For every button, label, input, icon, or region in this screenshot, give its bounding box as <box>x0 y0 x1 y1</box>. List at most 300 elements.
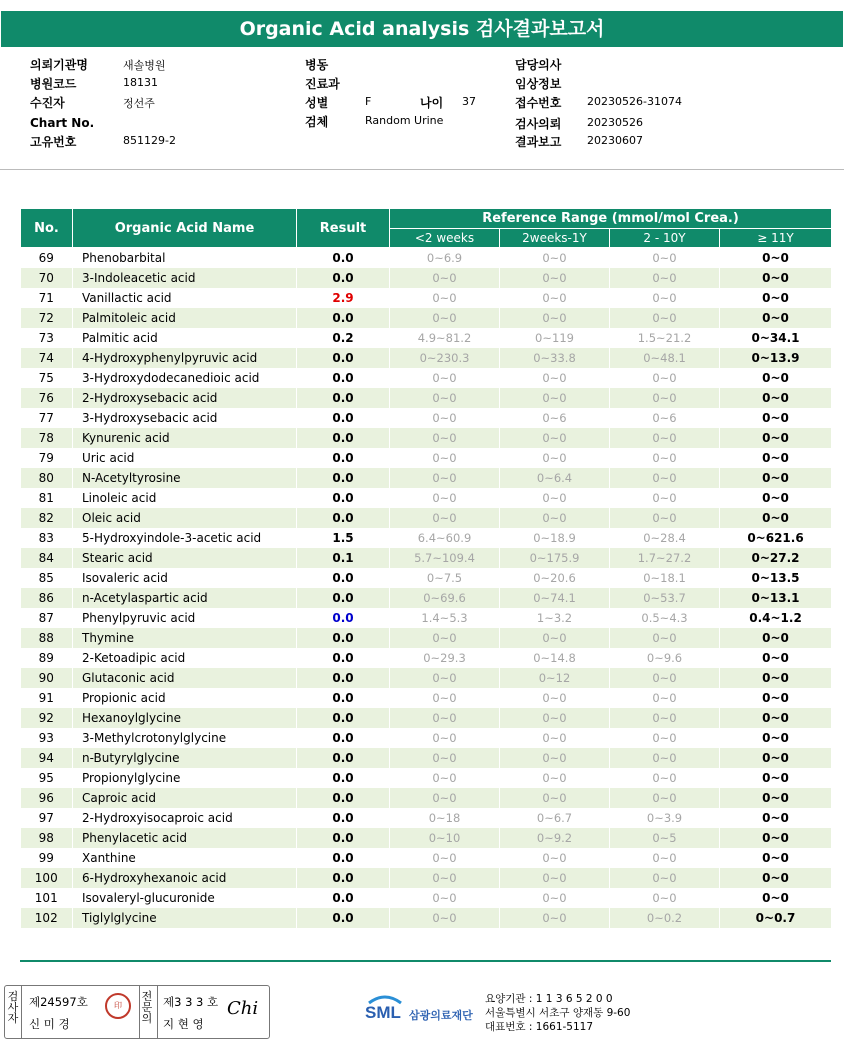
table-row <box>21 488 832 508</box>
row-ref-2weeks-1y: 0~0 <box>500 248 610 269</box>
row-ref-2weeks-1y: 0~0 <box>500 268 610 288</box>
col-result-header: Result <box>297 209 390 248</box>
row-ref-2-10y: 0~18.1 <box>610 568 720 588</box>
unique-no-label: 고유번호 <box>30 135 77 149</box>
row-no: 94 <box>21 748 73 768</box>
row-ref-2weeks-1y: 0~12 <box>500 668 610 688</box>
row-ref-under-2weeks: 0~0 <box>390 788 500 808</box>
row-no: 78 <box>21 428 73 448</box>
row-result: 0.0 <box>297 668 390 688</box>
col-name-header: Organic Acid Name <box>73 209 297 248</box>
row-result: 0.0 <box>297 628 390 648</box>
row-ref-2-10y: 0~0 <box>610 768 720 788</box>
row-ref-2weeks-1y: 0~14.8 <box>500 648 610 668</box>
row-ref-2-10y: 0~0 <box>610 248 720 269</box>
row-result: 0.0 <box>297 848 390 868</box>
row-result: 0.0 <box>297 268 390 288</box>
table-bottom-rule <box>20 960 831 962</box>
row-ref-under-2weeks: 0~0 <box>390 728 500 748</box>
row-result: 0.0 <box>297 788 390 808</box>
row-ref-11y-plus: 0~0 <box>720 708 832 728</box>
row-result: 2.9 <box>297 288 390 308</box>
row-ref-under-2weeks: 0~0 <box>390 908 500 928</box>
row-name: 2-Hydroxysebacic acid <box>73 388 297 408</box>
row-ref-2weeks-1y: 0~0 <box>500 888 610 908</box>
row-ref-2-10y: 0~0 <box>610 628 720 648</box>
row-ref-2weeks-1y: 0~0 <box>500 428 610 448</box>
row-ref-under-2weeks: 0~29.3 <box>390 648 500 668</box>
hospital-code-label: 병원코드 <box>30 77 77 91</box>
row-ref-2-10y: 0~0.2 <box>610 908 720 928</box>
row-ref-2weeks-1y: 0~0 <box>500 308 610 328</box>
phone: 대표번호 : 1661-5117 <box>485 1021 594 1033</box>
row-ref-11y-plus: 0.4~1.2 <box>720 608 832 628</box>
table-row <box>21 528 832 548</box>
row-ref-under-2weeks: 1.4~5.3 <box>390 608 500 628</box>
row-ref-11y-plus: 0~0 <box>720 308 832 328</box>
table-row <box>21 608 832 628</box>
table-row <box>21 308 832 328</box>
row-result: 0.0 <box>297 708 390 728</box>
row-ref-under-2weeks: 0~0 <box>390 768 500 788</box>
table-row <box>21 588 832 608</box>
row-ref-2weeks-1y: 0~33.8 <box>500 348 610 368</box>
row-no: 84 <box>21 548 73 568</box>
row-ref-2weeks-1y: 0~0 <box>500 488 610 508</box>
clinical-label: 임상정보 <box>515 77 562 91</box>
row-ref-2weeks-1y: 0~20.6 <box>500 568 610 588</box>
row-name: Isovaleric acid <box>73 568 297 588</box>
row-ref-11y-plus: 0~0 <box>720 268 832 288</box>
row-name: Stearic acid <box>73 548 297 568</box>
row-name: Kynurenic acid <box>73 428 297 448</box>
row-no: 100 <box>21 868 73 888</box>
row-ref-11y-plus: 0~0 <box>720 488 832 508</box>
row-result: 0.0 <box>297 808 390 828</box>
row-no: 90 <box>21 668 73 688</box>
ref-sub-header: <2 weeks <box>390 229 500 248</box>
row-name: 3-Hydroxydodecanedioic acid <box>73 368 297 388</box>
row-no: 75 <box>21 368 73 388</box>
row-ref-11y-plus: 0~0 <box>720 788 832 808</box>
row-name: Uric acid <box>73 448 297 468</box>
report-date-label: 결과보고 <box>515 135 562 149</box>
row-no: 74 <box>21 348 73 368</box>
row-ref-2-10y: 0~6 <box>610 408 720 428</box>
table-row <box>21 248 832 269</box>
row-ref-2-10y: 0~0 <box>610 508 720 528</box>
row-no: 70 <box>21 268 73 288</box>
row-ref-2-10y: 0~0 <box>610 308 720 328</box>
row-no: 72 <box>21 308 73 328</box>
row-ref-under-2weeks: 0~10 <box>390 828 500 848</box>
row-name: Propionylglycine <box>73 768 297 788</box>
row-ref-2-10y: 0~0 <box>610 788 720 808</box>
row-ref-11y-plus: 0~0 <box>720 648 832 668</box>
row-name: Palmitoleic acid <box>73 308 297 328</box>
table-row <box>21 408 832 428</box>
table-row <box>21 668 832 688</box>
row-ref-under-2weeks: 0~0 <box>390 428 500 448</box>
row-no: 101 <box>21 888 73 908</box>
seal-stamp: 印 <box>105 993 131 1019</box>
row-ref-under-2weeks: 4.9~81.2 <box>390 328 500 348</box>
results-body <box>21 248 832 929</box>
row-no: 79 <box>21 448 73 468</box>
patient-info <box>0 54 844 168</box>
row-ref-2-10y: 0~0 <box>610 388 720 408</box>
row-ref-2weeks-1y: 0~0 <box>500 368 610 388</box>
table-row <box>21 448 832 468</box>
row-result: 0.0 <box>297 688 390 708</box>
row-ref-2-10y: 0~0 <box>610 668 720 688</box>
row-ref-under-2weeks: 0~6.9 <box>390 248 500 269</box>
table-row <box>21 388 832 408</box>
row-name: Glutaconic acid <box>73 668 297 688</box>
row-ref-2weeks-1y: 0~6 <box>500 408 610 428</box>
row-ref-under-2weeks: 0~0 <box>390 288 500 308</box>
row-ref-under-2weeks: 5.7~109.4 <box>390 548 500 568</box>
row-ref-2-10y: 0~0 <box>610 268 720 288</box>
row-result: 0.0 <box>297 868 390 888</box>
table-row <box>21 288 832 308</box>
row-ref-2-10y: 0~0 <box>610 848 720 868</box>
row-no: 88 <box>21 628 73 648</box>
table-row <box>21 708 832 728</box>
row-ref-11y-plus: 0~0 <box>720 428 832 448</box>
row-ref-2weeks-1y: 0~0 <box>500 288 610 308</box>
row-ref-2-10y: 0~0 <box>610 468 720 488</box>
row-name: 2-Hydroxyisocaproic acid <box>73 808 297 828</box>
row-name: 4-Hydroxyphenylpyruvic acid <box>73 348 297 368</box>
age-value: 37 <box>462 95 476 108</box>
row-ref-11y-plus: 0~0 <box>720 668 832 688</box>
row-ref-11y-plus: 0~0 <box>720 828 832 848</box>
row-name: Linoleic acid <box>73 488 297 508</box>
row-ref-under-2weeks: 0~7.5 <box>390 568 500 588</box>
report-date-value: 20230607 <box>587 134 643 147</box>
row-ref-under-2weeks: 0~0 <box>390 268 500 288</box>
row-no: 80 <box>21 468 73 488</box>
row-ref-11y-plus: 0~0 <box>720 868 832 888</box>
institution-value: 새솔병원 <box>123 59 166 72</box>
row-ref-2weeks-1y: 0~0 <box>500 628 610 648</box>
row-ref-11y-plus: 0~0 <box>720 768 832 788</box>
report-title: Organic Acid analysis 검사결과보고서 <box>1 11 843 47</box>
divider <box>0 169 844 170</box>
table-row <box>21 548 832 568</box>
row-ref-under-2weeks: 0~0 <box>390 688 500 708</box>
row-ref-11y-plus: 0~0 <box>720 508 832 528</box>
chart-no-label: Chart No. <box>30 116 95 130</box>
row-result: 0.0 <box>297 568 390 588</box>
row-name: Caproic acid <box>73 788 297 808</box>
row-ref-2-10y: 0~0 <box>610 748 720 768</box>
row-ref-2-10y: 0~48.1 <box>610 348 720 368</box>
row-ref-2weeks-1y: 0~0 <box>500 908 610 928</box>
row-result: 0.0 <box>297 728 390 748</box>
row-ref-2weeks-1y: 0~0 <box>500 848 610 868</box>
row-result: 0.0 <box>297 768 390 788</box>
row-ref-2-10y: 1.5~21.2 <box>610 328 720 348</box>
row-result: 0.2 <box>297 328 390 348</box>
row-result: 0.0 <box>297 248 390 269</box>
row-ref-2weeks-1y: 0~0 <box>500 868 610 888</box>
row-result: 0.0 <box>297 348 390 368</box>
row-no: 69 <box>21 248 73 269</box>
table-row <box>21 848 832 868</box>
row-name: N-Acetyltyrosine <box>73 468 297 488</box>
row-ref-2-10y: 0~0 <box>610 868 720 888</box>
table-row <box>21 688 832 708</box>
row-ref-2weeks-1y: 0~0 <box>500 768 610 788</box>
table-row <box>21 868 832 888</box>
row-ref-11y-plus: 0~0 <box>720 848 832 868</box>
row-result: 0.0 <box>297 508 390 528</box>
row-ref-2weeks-1y: 1~3.2 <box>500 608 610 628</box>
row-ref-2-10y: 0~28.4 <box>610 528 720 548</box>
doctor-label: 담당의사 <box>515 58 562 72</box>
address: 서울특별시 서초구 양재동 9-60 <box>485 1007 631 1019</box>
row-ref-2-10y: 0~0 <box>610 488 720 508</box>
row-ref-2-10y: 0~53.7 <box>610 588 720 608</box>
row-ref-11y-plus: 0~0 <box>720 248 832 269</box>
row-ref-under-2weeks: 6.4~60.9 <box>390 528 500 548</box>
row-result: 0.0 <box>297 428 390 448</box>
row-ref-2weeks-1y: 0~0 <box>500 688 610 708</box>
row-no: 82 <box>21 508 73 528</box>
row-ref-11y-plus: 0~0.7 <box>720 908 832 928</box>
row-name: 2-Ketoadipic acid <box>73 648 297 668</box>
table-row <box>21 888 832 908</box>
row-name: Propionic acid <box>73 688 297 708</box>
reviewer-label: 전 문 의 <box>141 990 153 1025</box>
row-ref-11y-plus: 0~13.1 <box>720 588 832 608</box>
row-result: 0.0 <box>297 648 390 668</box>
recipient-label: 수진자 <box>30 96 65 110</box>
row-ref-under-2weeks: 0~230.3 <box>390 348 500 368</box>
row-result: 0.0 <box>297 448 390 468</box>
row-result: 0.1 <box>297 548 390 568</box>
table-row <box>21 468 832 488</box>
row-ref-2weeks-1y: 0~18.9 <box>500 528 610 548</box>
table-row <box>21 908 832 928</box>
row-ref-under-2weeks: 0~0 <box>390 748 500 768</box>
row-result: 0.0 <box>297 748 390 768</box>
row-ref-under-2weeks: 0~0 <box>390 448 500 468</box>
row-ref-2-10y: 0~0 <box>610 888 720 908</box>
row-ref-under-2weeks: 0~0 <box>390 308 500 328</box>
ref-sub-header: 2weeks-1Y <box>500 229 610 248</box>
row-result: 0.0 <box>297 388 390 408</box>
table-row <box>21 808 832 828</box>
row-result: 0.0 <box>297 488 390 508</box>
row-ref-11y-plus: 0~0 <box>720 408 832 428</box>
table-row <box>21 348 832 368</box>
row-ref-2-10y: 0~0 <box>610 448 720 468</box>
row-result: 1.5 <box>297 528 390 548</box>
inspector-name: 신 미 경 <box>29 1017 70 1031</box>
row-ref-2weeks-1y: 0~9.2 <box>500 828 610 848</box>
row-name: Thymine <box>73 628 297 648</box>
row-ref-under-2weeks: 0~0 <box>390 848 500 868</box>
table-row <box>21 508 832 528</box>
table-row <box>21 368 832 388</box>
row-ref-11y-plus: 0~0 <box>720 468 832 488</box>
row-no: 81 <box>21 488 73 508</box>
row-result: 0.0 <box>297 828 390 848</box>
row-no: 93 <box>21 728 73 748</box>
row-ref-2weeks-1y: 0~119 <box>500 328 610 348</box>
row-no: 95 <box>21 768 73 788</box>
row-ref-under-2weeks: 0~0 <box>390 408 500 428</box>
row-ref-2-10y: 0~0 <box>610 428 720 448</box>
row-ref-11y-plus: 0~0 <box>720 288 832 308</box>
row-no: 98 <box>21 828 73 848</box>
row-ref-2-10y: 0~0 <box>610 728 720 748</box>
row-no: 76 <box>21 388 73 408</box>
row-ref-2weeks-1y: 0~0 <box>500 508 610 528</box>
table-row <box>21 748 832 768</box>
ref-sub-header: 2 - 10Y <box>610 229 720 248</box>
row-no: 91 <box>21 688 73 708</box>
table-row <box>21 728 832 748</box>
row-ref-under-2weeks: 0~0 <box>390 368 500 388</box>
row-result: 0.0 <box>297 308 390 328</box>
row-no: 89 <box>21 648 73 668</box>
row-name: 3-Hydroxysebacic acid <box>73 408 297 428</box>
row-name: 5-Hydroxyindole-3-acetic acid <box>73 528 297 548</box>
request-label: 검사의뢰 <box>515 117 562 131</box>
row-ref-2weeks-1y: 0~0 <box>500 708 610 728</box>
row-result: 0.0 <box>297 888 390 908</box>
row-ref-under-2weeks: 0~0 <box>390 668 500 688</box>
row-no: 92 <box>21 708 73 728</box>
row-no: 97 <box>21 808 73 828</box>
results-table <box>20 208 832 928</box>
dept-label: 진료과 <box>305 77 340 91</box>
row-no: 85 <box>21 568 73 588</box>
ref-sub-header: ≥ 11Y <box>720 229 832 248</box>
ward-label: 병동 <box>305 58 329 72</box>
row-ref-2-10y: 0~0 <box>610 368 720 388</box>
sex-label: 성별 <box>305 96 329 110</box>
row-ref-11y-plus: 0~0 <box>720 748 832 768</box>
table-row <box>21 648 832 668</box>
row-name: 3-Indoleacetic acid <box>73 268 297 288</box>
row-ref-11y-plus: 0~0 <box>720 728 832 748</box>
row-name: Vanillactic acid <box>73 288 297 308</box>
row-result: 0.0 <box>297 588 390 608</box>
receipt-label: 접수번호 <box>515 96 562 110</box>
row-no: 77 <box>21 408 73 428</box>
row-ref-11y-plus: 0~13.5 <box>720 568 832 588</box>
row-ref-2-10y: 0~0 <box>610 288 720 308</box>
row-ref-11y-plus: 0~13.9 <box>720 348 832 368</box>
row-ref-11y-plus: 0~0 <box>720 388 832 408</box>
row-result: 0.0 <box>297 908 390 928</box>
row-ref-under-2weeks: 0~0 <box>390 508 500 528</box>
row-ref-2weeks-1y: 0~0 <box>500 448 610 468</box>
row-name: n-Acetylaspartic acid <box>73 588 297 608</box>
row-name: 6-Hydroxyhexanoic acid <box>73 868 297 888</box>
row-ref-under-2weeks: 0~18 <box>390 808 500 828</box>
row-ref-2weeks-1y: 0~6.7 <box>500 808 610 828</box>
age-label: 나이 <box>420 96 444 110</box>
row-ref-under-2weeks: 0~0 <box>390 868 500 888</box>
row-ref-2-10y: 0~5 <box>610 828 720 848</box>
row-result: 0.0 <box>297 608 390 628</box>
row-ref-2-10y: 1.7~27.2 <box>610 548 720 568</box>
request-value: 20230526 <box>587 116 643 129</box>
col-no-header: No. <box>21 209 73 248</box>
inspector-id: 제24597호 <box>29 995 88 1009</box>
row-ref-under-2weeks: 0~0 <box>390 708 500 728</box>
row-ref-2-10y: 0~0 <box>610 688 720 708</box>
row-no: 102 <box>21 908 73 928</box>
row-no: 96 <box>21 788 73 808</box>
row-ref-under-2weeks: 0~0 <box>390 388 500 408</box>
row-name: Xanthine <box>73 848 297 868</box>
row-no: 99 <box>21 848 73 868</box>
row-no: 86 <box>21 588 73 608</box>
row-ref-11y-plus: 0~0 <box>720 808 832 828</box>
row-ref-2weeks-1y: 0~0 <box>500 788 610 808</box>
logo-text: SML <box>365 1003 401 1022</box>
table-row <box>21 568 832 588</box>
row-ref-2weeks-1y: 0~0 <box>500 748 610 768</box>
unique-no-value: 851129-2 <box>123 134 176 147</box>
reviewer-id: 제3 3 3 호 <box>163 995 219 1009</box>
table-row <box>21 268 832 288</box>
recipient-value: 정선주 <box>123 97 155 110</box>
row-ref-2-10y: 0.5~4.3 <box>610 608 720 628</box>
row-ref-2weeks-1y: 0~6.4 <box>500 468 610 488</box>
row-name: Phenobarbital <box>73 248 297 269</box>
row-ref-2weeks-1y: 0~0 <box>500 728 610 748</box>
row-ref-under-2weeks: 0~0 <box>390 468 500 488</box>
row-ref-under-2weeks: 0~0 <box>390 888 500 908</box>
row-name: Palmitic acid <box>73 328 297 348</box>
signature-box <box>4 985 270 1039</box>
row-ref-2-10y: 0~3.9 <box>610 808 720 828</box>
contact-info <box>485 992 630 1034</box>
row-name: Oleic acid <box>73 508 297 528</box>
row-ref-2weeks-1y: 0~175.9 <box>500 548 610 568</box>
row-name: Phenylacetic acid <box>73 828 297 848</box>
col-ref-header: Reference Range (mmol/mol Crea.) <box>390 209 832 229</box>
company-name: 삼광의료재단 <box>409 1009 473 1022</box>
table-row <box>21 428 832 448</box>
receipt-value: 20230526-31074 <box>587 95 682 108</box>
signature: Chi <box>227 998 259 1019</box>
row-ref-under-2weeks: 0~0 <box>390 488 500 508</box>
row-ref-11y-plus: 0~0 <box>720 628 832 648</box>
institution-label: 의뢰기관명 <box>30 58 88 72</box>
row-name: Phenylpyruvic acid <box>73 608 297 628</box>
row-no: 83 <box>21 528 73 548</box>
row-ref-2-10y: 0~9.6 <box>610 648 720 668</box>
reviewer-name: 지 현 영 <box>163 1017 204 1031</box>
row-name: Hexanoylglycine <box>73 708 297 728</box>
row-no: 71 <box>21 288 73 308</box>
row-name: 3-Methylcrotonylglycine <box>73 728 297 748</box>
specimen-value: Random Urine <box>365 114 444 127</box>
table-row <box>21 628 832 648</box>
row-name: Isovaleryl-glucuronide <box>73 888 297 908</box>
row-name: Tiglylglycine <box>73 908 297 928</box>
row-name: n-Butyrylglycine <box>73 748 297 768</box>
